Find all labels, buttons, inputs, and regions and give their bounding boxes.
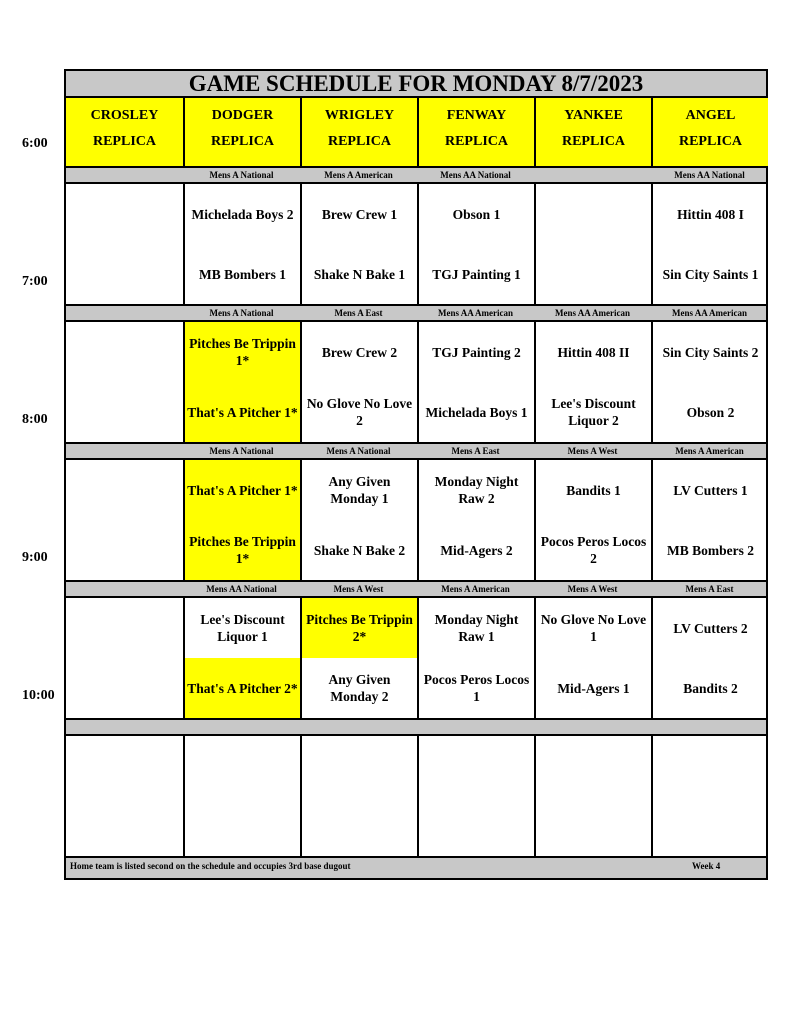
game-cell-visitor (66, 460, 183, 520)
game-cell-visitor (185, 736, 300, 796)
game-cell-home: Michelada Boys 1 (425, 404, 528, 420)
game-cell-visitor: Lee's Discount Liquor 1 (200, 612, 285, 644)
game-cell-visitor: Pitches Be Trippin 1* (185, 322, 300, 382)
game-cell-home (302, 796, 417, 856)
division-label: Mens A West (567, 584, 618, 594)
column-divider (534, 184, 536, 304)
game-cell-home: Shake N Bake 1 (313, 266, 406, 282)
game-cell-home (419, 796, 534, 856)
column-divider (534, 460, 536, 580)
division-label: Mens A American (675, 446, 744, 456)
venue-subtitle: REPLICA (210, 134, 274, 149)
column-divider (417, 98, 419, 166)
game-cell-visitor: Hittin 408 II (557, 344, 630, 360)
column-divider (183, 736, 185, 856)
venue-header (302, 98, 417, 166)
column-divider (651, 598, 653, 718)
division-label: Mens A National (209, 446, 274, 456)
column-divider (300, 322, 302, 442)
game-cell-home: Pitches Be Trippin 1* (185, 520, 300, 580)
column-divider (300, 184, 302, 304)
column-divider (534, 322, 536, 442)
column-divider (183, 184, 185, 304)
division-label: Mens A West (567, 446, 618, 456)
venue-subtitle: REPLICA (678, 134, 742, 149)
game-cell-home (66, 658, 183, 718)
game-cell-home (66, 382, 183, 442)
venue-name: ANGEL (685, 108, 736, 123)
column-divider (651, 322, 653, 442)
game-cell-home: Pocos Peros Locos 1 (423, 672, 530, 704)
game-cell-home (536, 244, 651, 304)
division-label: Mens A National (326, 446, 391, 456)
division-label: Mens AA American (672, 308, 747, 318)
game-cell-visitor: TGJ Painting 2 (432, 344, 521, 360)
game-cell-home: MB Bombers 1 (199, 266, 286, 282)
column-divider (651, 184, 653, 304)
column-divider (183, 322, 185, 442)
game-cell-visitor (536, 184, 651, 244)
division-bar (66, 720, 766, 734)
game-cell-visitor: Brew Crew 2 (321, 344, 398, 360)
game-cell-visitor: Sin City Saints 2 (662, 344, 759, 360)
venue-header (536, 98, 651, 166)
column-divider (651, 460, 653, 580)
schedule-table (64, 69, 768, 880)
venue-name: DODGER (211, 108, 274, 123)
footer-note: Home team is listed second on the schedule and occupies 3rd base dugout (70, 861, 351, 871)
division-label: Mens A West (333, 584, 384, 594)
game-cell-visitor: Pitches Be Trippin 2* (302, 598, 417, 658)
venue-name: FENWAY (446, 108, 507, 123)
game-cell-home: That's A Pitcher 1* (185, 382, 300, 442)
column-divider (651, 98, 653, 166)
column-divider (651, 736, 653, 856)
column-divider (534, 736, 536, 856)
venue-name: YANKEE (564, 108, 623, 123)
game-cell-visitor (419, 736, 534, 796)
division-label: Mens A East (334, 308, 383, 318)
game-cell-home: Lee's Discount Liquor 2 (551, 396, 636, 428)
game-cell-home (536, 796, 651, 856)
game-cell-visitor (653, 736, 768, 796)
column-divider (417, 460, 419, 580)
venue-header (185, 98, 300, 166)
game-cell-visitor: That's A Pitcher 1* (185, 460, 300, 520)
venue-header (66, 98, 183, 166)
game-cell-visitor: LV Cutters 1 (673, 482, 748, 498)
game-cell-home: TGJ Painting 1 (432, 266, 521, 282)
division-label: Mens A American (324, 170, 393, 180)
game-cell-visitor: LV Cutters 2 (673, 620, 748, 636)
game-cell-visitor: Bandits 1 (566, 482, 621, 498)
division-label: Mens A American (441, 584, 510, 594)
game-cell-visitor: Any Given Monday 1 (328, 474, 391, 506)
time-label: 8:00 (22, 412, 48, 427)
game-cell-home: Mid-Agers 1 (557, 680, 630, 696)
game-cell-home: MB Bombers 2 (667, 542, 754, 558)
game-cell-home: Bandits 2 (683, 680, 738, 696)
column-divider (534, 98, 536, 166)
division-label: Mens A National (209, 308, 274, 318)
venue-name: CROSLEY (90, 108, 159, 123)
venue-subtitle: REPLICA (327, 134, 391, 149)
division-label: Mens A East (451, 446, 500, 456)
time-label: 10:00 (22, 688, 55, 703)
game-cell-home: No Glove No Love 2 (306, 396, 413, 428)
game-cell-home (66, 796, 183, 856)
column-divider (183, 98, 185, 166)
venue-header (653, 98, 768, 166)
game-cell-visitor: Monday Night Raw 1 (434, 612, 519, 644)
column-divider (534, 598, 536, 718)
game-cell-home: Pocos Peros Locos 2 (540, 534, 647, 566)
venue-subtitle: REPLICA (92, 134, 156, 149)
game-cell-home (66, 520, 183, 580)
game-cell-visitor: Brew Crew 1 (321, 206, 398, 222)
column-divider (300, 598, 302, 718)
game-cell-visitor: Obson 1 (452, 206, 501, 222)
game-cell-visitor (66, 598, 183, 658)
time-label: 6:00 (22, 136, 48, 151)
game-cell-visitor: Michelada Boys 2 (191, 206, 294, 222)
division-label: Mens A East (685, 584, 734, 594)
column-divider (300, 98, 302, 166)
venue-subtitle: REPLICA (561, 134, 625, 149)
game-cell-visitor: No Glove No Love 1 (540, 612, 647, 644)
game-cell-home: Mid-Agers 2 (440, 542, 513, 558)
venue-name: WRIGLEY (324, 108, 395, 123)
game-cell-home (653, 796, 768, 856)
division-label: Mens AA National (206, 584, 277, 594)
game-cell-visitor: Hittin 408 I (677, 206, 744, 222)
column-divider (417, 184, 419, 304)
venue-subtitle: REPLICA (444, 134, 508, 149)
time-label: 7:00 (22, 274, 48, 289)
game-cell-home: Sin City Saints 1 (662, 266, 759, 282)
game-cell-home: Any Given Monday 2 (328, 672, 391, 704)
column-divider (417, 736, 419, 856)
game-cell-home: Shake N Bake 2 (313, 542, 406, 558)
division-label: Mens AA American (555, 308, 630, 318)
game-cell-home: Obson 2 (686, 404, 735, 420)
game-cell-visitor: Monday Night Raw 2 (434, 474, 519, 506)
game-cell-home (185, 796, 300, 856)
game-cell-home: That's A Pitcher 2* (185, 658, 300, 718)
division-label: Mens A National (209, 170, 274, 180)
game-cell-visitor (536, 736, 651, 796)
column-divider (300, 460, 302, 580)
schedule-title: GAME SCHEDULE FOR MONDAY 8/7/2023 (66, 71, 766, 98)
venue-header (419, 98, 534, 166)
game-cell-home (66, 244, 183, 304)
column-divider (300, 736, 302, 856)
column-divider (183, 460, 185, 580)
column-divider (417, 322, 419, 442)
division-label: Mens AA National (440, 170, 511, 180)
week-label: Week 4 (692, 861, 721, 871)
game-cell-visitor (66, 736, 183, 796)
division-label: Mens AA National (674, 170, 745, 180)
column-divider (183, 598, 185, 718)
division-label: Mens AA American (438, 308, 513, 318)
time-label: 9:00 (22, 550, 48, 565)
game-cell-visitor (66, 322, 183, 382)
column-divider (417, 598, 419, 718)
game-cell-visitor (66, 184, 183, 244)
game-cell-visitor (302, 736, 417, 796)
